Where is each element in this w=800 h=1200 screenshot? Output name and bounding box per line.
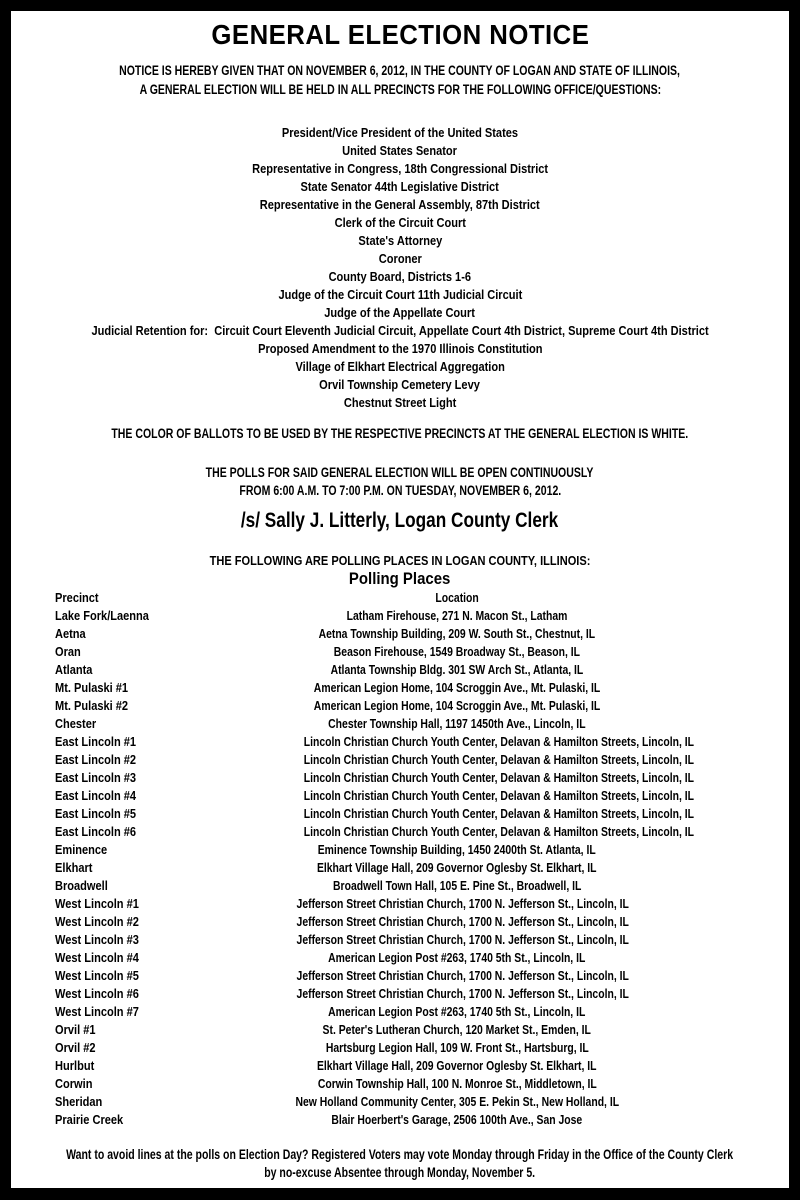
ballot-color-row [11, 425, 789, 443]
office-item: Judicial Retention for: Circuit Court Eleventh Judicial Circuit, Appellate Court 4th District, Supreme Court 4th District [91, 323, 709, 338]
office-item: County Board, Districts 1-6 [328, 269, 472, 284]
office-item: Village of Elkhart Electrical Aggregation [295, 359, 505, 374]
location-text: Lincoln Christian Church Youth Center, Delavan & Hamilton Streets, Lincoln, IL [303, 824, 695, 839]
location-text: Broadwell Town Hall, 105 E. Pine St., Broadwell, IL [332, 878, 582, 893]
absentee-note-line-2: by no-excuse Absentee through Monday, November 5. [264, 1165, 536, 1180]
table-row [55, 805, 695, 823]
location-cell [255, 967, 670, 985]
office-item: Representative in the General Assembly, 87th District [259, 197, 541, 212]
notice-content [11, 11, 789, 1188]
location-text: Elkhart Village Hall, 209 Governor Oglesby St. Elkhart, IL [317, 860, 597, 875]
table-row [55, 769, 695, 787]
precinct-header-cell [55, 589, 255, 607]
location-text: Lincoln Christian Church Youth Center, Delavan & Hamilton Streets, Lincoln, IL [303, 752, 695, 767]
ballot-color-statement: THE COLOR OF BALLOTS TO BE USED BY THE RESPECTIVE PRECINCTS AT THE GENERAL ELECTION IS WHITE. [111, 426, 689, 441]
location-text: Lincoln Christian Church Youth Center, Delavan & Hamilton Streets, Lincoln, IL [303, 734, 695, 749]
precinct-name: Sheridan [55, 1094, 103, 1109]
precinct-name: West Lincoln #1 [55, 896, 139, 911]
table-row [55, 895, 659, 913]
precinct-cell [55, 1003, 255, 1021]
location-text: Lincoln Christian Church Youth Center, Delavan & Hamilton Streets, Lincoln, IL [303, 788, 695, 803]
precinct-cell [55, 1039, 255, 1057]
table-row [55, 1003, 659, 1021]
table-row [55, 787, 695, 805]
precinct-name: Prairie Creek [55, 1112, 124, 1127]
precinct-name: Aetna [55, 626, 86, 641]
precinct-name: East Lincoln #4 [55, 788, 137, 803]
precinct-cell [55, 841, 255, 859]
table-row [55, 751, 695, 769]
notice-paragraph [11, 61, 789, 99]
precinct-cell [55, 859, 255, 877]
precinct-cell [55, 1075, 255, 1093]
office-item: Clerk of the Circuit Court [334, 215, 466, 230]
precinct-cell [55, 607, 255, 625]
location-cell [255, 769, 743, 787]
precinct-name: West Lincoln #2 [55, 914, 139, 929]
location-text: Lincoln Christian Church Youth Center, Delavan & Hamilton Streets, Lincoln, IL [303, 806, 695, 821]
table-row [55, 859, 659, 877]
title-row [11, 19, 789, 51]
table-row [55, 985, 659, 1003]
clerk-signature: /s/ Sally J. Litterly, Logan County Clerk [241, 509, 559, 532]
table-row [55, 877, 659, 895]
location-header-cell [255, 589, 659, 607]
table-row [55, 913, 659, 931]
location-cell [255, 1021, 659, 1039]
precinct-cell [55, 949, 255, 967]
location-cell [255, 787, 743, 805]
office-item: State's Attorney [358, 233, 442, 248]
precinct-name: Eminence [55, 842, 108, 857]
location-cell [255, 931, 670, 949]
precinct-name: Elkhart [55, 860, 93, 875]
location-cell [255, 733, 743, 751]
precinct-cell [55, 733, 255, 751]
location-text: Atlanta Township Bldg. 301 SW Arch St., Atlanta, IL [330, 662, 584, 677]
precinct-name: Corwin [55, 1076, 93, 1091]
location-cell [255, 643, 659, 661]
table-row [55, 679, 659, 697]
table-row [55, 1039, 659, 1057]
location-cell [255, 913, 670, 931]
table-row [55, 1075, 659, 1093]
office-item: United States Senator [342, 143, 458, 158]
precinct-cell [55, 787, 255, 805]
polling-places-table [11, 589, 789, 1129]
polling-places-intro: THE FOLLOWING ARE POLLING PLACES IN LOGAN COUNTY, ILLINOIS: [209, 553, 591, 568]
location-text: Jefferson Street Christian Church, 1700 N. Jefferson St., Lincoln, IL [296, 914, 629, 929]
location-column-header: Location [435, 590, 479, 605]
polling-places-heading: Polling Places [349, 569, 451, 588]
absentee-note [11, 1146, 789, 1182]
location-cell [255, 1039, 659, 1057]
precinct-name: West Lincoln #7 [55, 1004, 139, 1019]
precinct-cell [55, 931, 255, 949]
precinct-name: East Lincoln #6 [55, 824, 137, 839]
precinct-cell [55, 985, 255, 1003]
location-text: Lincoln Christian Church Youth Center, Delavan & Hamilton Streets, Lincoln, IL [303, 770, 695, 785]
office-item: Orvil Township Cemetery Levy [319, 377, 481, 392]
precinct-cell [55, 661, 255, 679]
location-cell [255, 805, 743, 823]
precinct-cell [55, 697, 255, 715]
table-rows [55, 607, 695, 1129]
location-cell [255, 661, 659, 679]
location-cell [255, 679, 659, 697]
notice-line-1: NOTICE IS HEREBY GIVEN THAT ON NOVEMBER 6, 2012, IN THE COUNTY OF LOGAN AND STATE OF ILLINOIS, [119, 63, 681, 78]
location-cell [255, 625, 659, 643]
table-row [55, 1057, 659, 1075]
location-text: American Legion Home, 104 Scroggin Ave., Mt. Pulaski, IL [313, 698, 601, 713]
location-text: Eminence Township Building, 1450 2400th St. Atlanta, IL [318, 842, 596, 857]
precinct-name: Atlanta [55, 662, 93, 677]
location-cell [255, 751, 743, 769]
location-text: Hartsburg Legion Hall, 109 W. Front St., Hartsburg, IL [325, 1040, 589, 1055]
precinct-cell [55, 679, 255, 697]
precinct-cell [55, 877, 255, 895]
precinct-name: Oran [55, 644, 81, 659]
location-text: Latham Firehouse, 271 N. Macon St., Latham [346, 608, 568, 623]
location-text: St. Peter's Lutheran Church, 120 Market St., Emden, IL [322, 1022, 592, 1037]
precinct-name: East Lincoln #3 [55, 770, 137, 785]
location-text: Jefferson Street Christian Church, 1700 N. Jefferson St., Lincoln, IL [296, 968, 629, 983]
location-text: New Holland Community Center, 305 E. Pekin St., New Holland, IL [295, 1094, 620, 1109]
precinct-name: East Lincoln #1 [55, 734, 137, 749]
precinct-name: West Lincoln #3 [55, 932, 139, 947]
location-cell [255, 841, 659, 859]
location-text: American Legion Post #263, 1740 5th St., Lincoln, IL [328, 950, 586, 965]
office-item: Coroner [378, 251, 422, 266]
table-row [55, 607, 659, 625]
precinct-name: West Lincoln #4 [55, 950, 139, 965]
location-text: Elkhart Village Hall, 209 Governor Oglesby St. Elkhart, IL [317, 1058, 597, 1073]
precinct-cell [55, 1021, 255, 1039]
precinct-cell [55, 769, 255, 787]
office-item: Proposed Amendment to the 1970 Illinois Constitution [257, 341, 543, 356]
table-row [55, 643, 659, 661]
location-cell [255, 949, 659, 967]
precinct-name: Mt. Pulaski #1 [55, 680, 129, 695]
precinct-column-header: Precinct [55, 590, 99, 605]
precinct-name: West Lincoln #5 [55, 968, 139, 983]
location-text: Jefferson Street Christian Church, 1700 N. Jefferson St., Lincoln, IL [296, 932, 629, 947]
precinct-name: East Lincoln #5 [55, 806, 137, 821]
precinct-cell [55, 913, 255, 931]
location-cell [255, 1075, 659, 1093]
location-cell [255, 1003, 659, 1021]
table-row [55, 697, 659, 715]
location-text: Jefferson Street Christian Church, 1700 N. Jefferson St., Lincoln, IL [296, 986, 629, 1001]
location-cell [255, 895, 670, 913]
table-row [55, 949, 659, 967]
page-title: GENERAL ELECTION NOTICE [211, 19, 589, 50]
table-row [55, 1021, 659, 1039]
precinct-cell [55, 715, 255, 733]
location-cell [255, 1057, 659, 1075]
office-item: State Senator 44th Legislative District [300, 179, 500, 194]
location-text: American Legion Home, 104 Scroggin Ave., Mt. Pulaski, IL [313, 680, 601, 695]
precinct-name: West Lincoln #6 [55, 986, 139, 1001]
polls-line-2: FROM 6:00 A.M. TO 7:00 P.M. ON TUESDAY, NOVEMBER 6, 2012. [239, 483, 561, 498]
location-text: Corwin Township Hall, 100 N. Monroe St., Middletown, IL [317, 1076, 597, 1091]
office-item: Judge of the Appellate Court [324, 305, 476, 320]
location-cell [255, 985, 670, 1003]
precinct-name: Hurlbut [55, 1058, 95, 1073]
precinct-name: East Lincoln #2 [55, 752, 137, 767]
precinct-cell [55, 1093, 255, 1111]
table-row [55, 733, 695, 751]
office-item: Judge of the Circuit Court 11th Judicial Circuit [278, 287, 522, 302]
table-row [55, 823, 695, 841]
location-text: Beason Firehouse, 1549 Broadway St., Beason, IL [333, 644, 581, 659]
table-row [55, 1093, 659, 1111]
polls-line-1: THE POLLS FOR SAID GENERAL ELECTION WILL BE OPEN CONTINUOUSLY [206, 465, 594, 480]
polling-heading-row [11, 569, 789, 589]
precinct-cell [55, 751, 255, 769]
location-text: Jefferson Street Christian Church, 1700 N. Jefferson St., Lincoln, IL [296, 896, 629, 911]
table-row [55, 841, 659, 859]
precinct-cell [55, 1057, 255, 1075]
table-header-row [55, 589, 659, 607]
precinct-name: Chester [55, 716, 97, 731]
location-cell [255, 823, 743, 841]
location-cell [255, 1093, 660, 1111]
location-text: American Legion Post #263, 1740 5th St., Lincoln, IL [328, 1004, 586, 1019]
notice-line-2: A GENERAL ELECTION WILL BE HELD IN ALL PRECINCTS FOR THE FOLLOWING OFFICE/QUESTIONS: [139, 82, 661, 97]
table-row [55, 967, 659, 985]
precinct-cell [55, 643, 255, 661]
signature-row [11, 509, 789, 533]
table-row [55, 625, 659, 643]
precinct-cell [55, 823, 255, 841]
location-text: Chester Township Hall, 1197 1450th Ave., Lincoln, IL [328, 716, 586, 731]
precinct-cell [55, 625, 255, 643]
polls-hours [11, 464, 789, 500]
precinct-name: Broadwell [55, 878, 108, 893]
table-row [55, 715, 659, 733]
table-row [55, 661, 659, 679]
location-cell [255, 1111, 659, 1129]
office-item: President/Vice President of the United States [281, 125, 519, 140]
precinct-cell [55, 967, 255, 985]
location-text: Aetna Township Building, 209 W. South St., Chestnut, IL [318, 626, 596, 641]
location-cell [255, 859, 659, 877]
precinct-cell [55, 1111, 255, 1129]
office-item: Chestnut Street Light [343, 395, 457, 410]
precinct-name: Lake Fork/Laenna [55, 608, 149, 623]
absentee-note-line-1: Want to avoid lines at the polls on Election Day? Registered Voters may vote Monday through Friday in the Office of the County Clerk [66, 1147, 734, 1162]
precinct-cell [55, 895, 255, 913]
table-row [55, 1111, 659, 1129]
location-text: Blair Hoerbert's Garage, 2506 100th Ave., San Jose [331, 1112, 583, 1127]
location-cell [255, 877, 659, 895]
location-cell [255, 607, 659, 625]
location-cell [255, 697, 659, 715]
precinct-name: Mt. Pulaski #2 [55, 698, 129, 713]
precinct-cell [55, 805, 255, 823]
location-cell [255, 715, 659, 733]
offices-list [11, 124, 789, 412]
precinct-name: Orvil #1 [55, 1022, 96, 1037]
table-row [55, 931, 659, 949]
office-item: Representative in Congress, 18th Congressional District [252, 161, 548, 176]
polling-intro-row [11, 553, 789, 569]
precinct-name: Orvil #2 [55, 1040, 96, 1055]
